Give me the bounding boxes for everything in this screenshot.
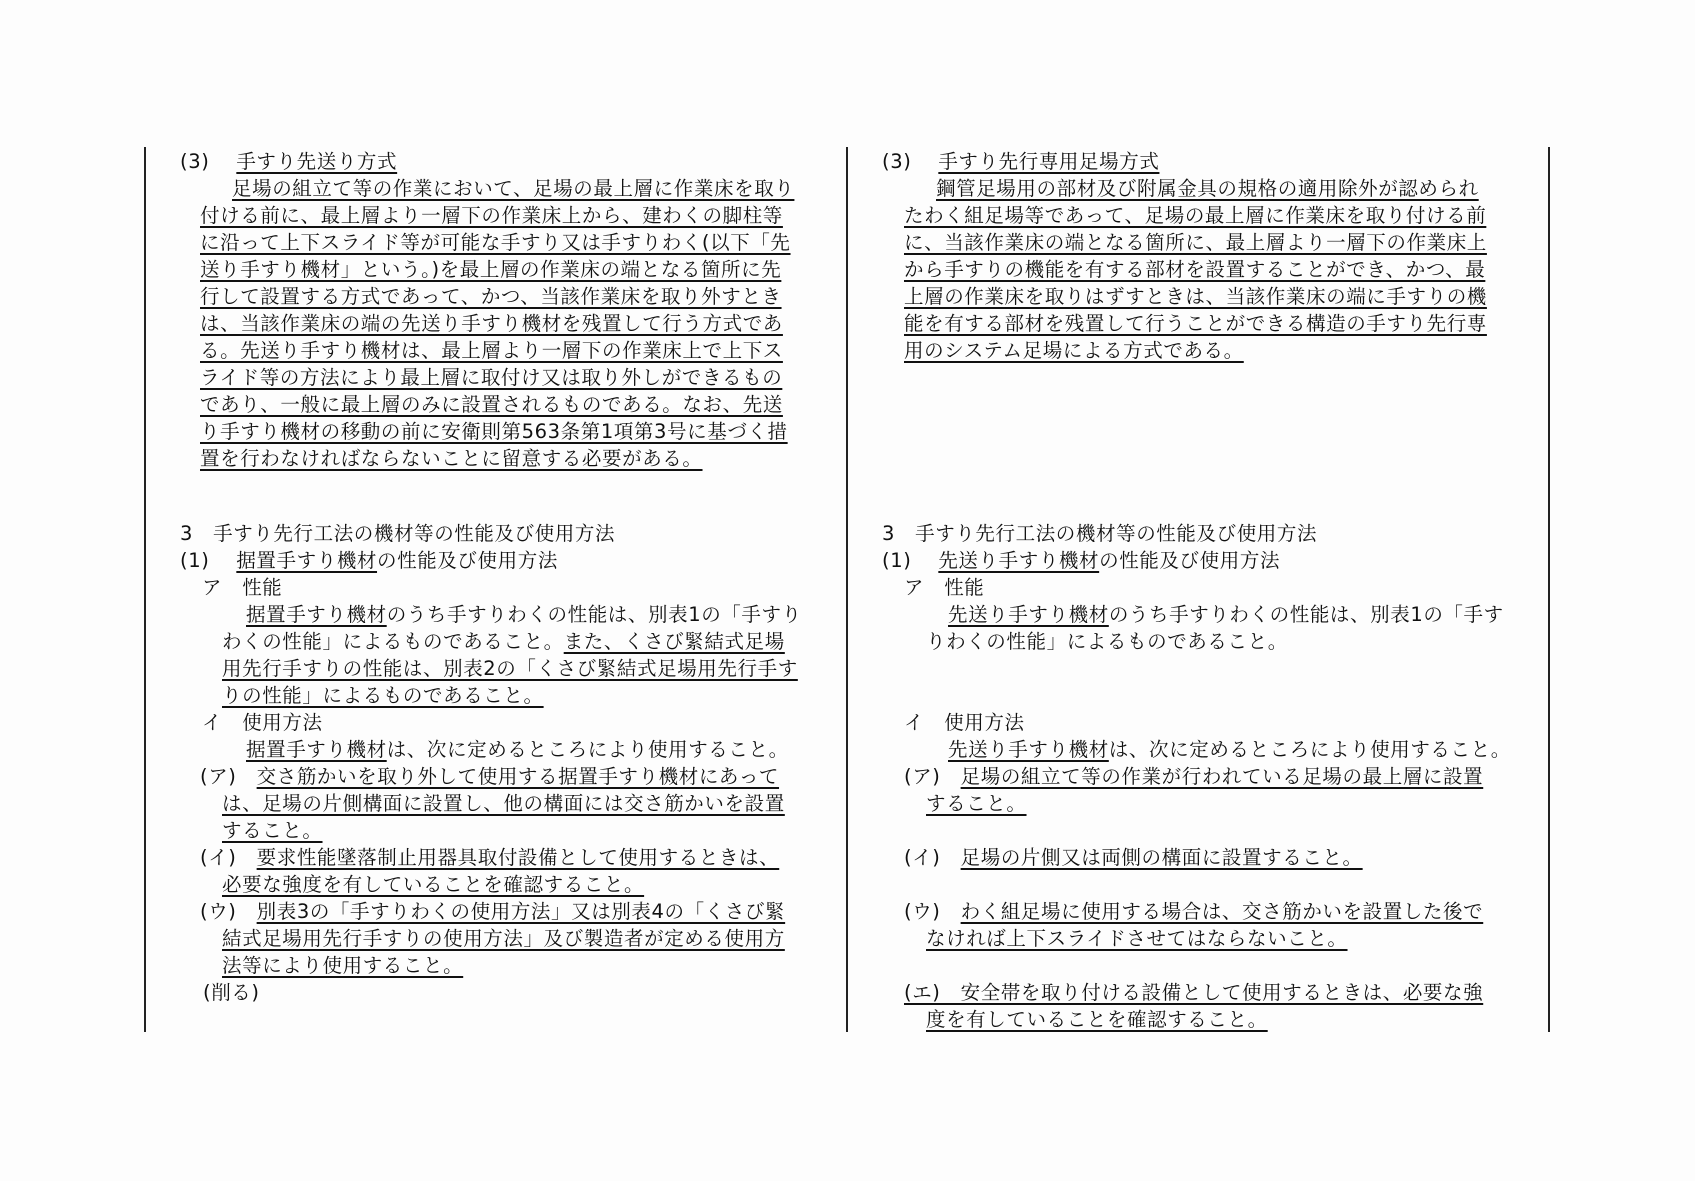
text-line [904,898,1483,925]
text-segment: のうち手すりわくの性能は、別表1の「手す [1108,603,1504,626]
text-segment: (イ) [200,846,257,869]
underlined-text-segment: 交さ筋かいを取り外して使用する据置手すり機材にあって [256,765,780,788]
text-line [948,601,1504,628]
underlined-text-segment: 足場の片側又は両側の構面に設置すること。 [960,846,1363,869]
text-line [904,844,1363,871]
underlined-text-segment: は、当該作業床の端の先送り手すり機材を残置して行う方式であ [200,312,783,335]
text-segment: (ア) [200,765,257,788]
underlined-text-segment: であり、一般に最上層のみに設置されるものである。なお、先送 [200,393,783,416]
underlined-text-segment: 別表3の「手すりわくの使用方法」又は別表4の「くさび緊 [256,900,786,923]
text-line [222,952,463,979]
text-line [926,925,1348,952]
underlined-text-segment: 据置手すり機材 [236,549,378,572]
text-segment: イ 使用方法 [904,711,1025,734]
text-segment: は、次に定めるところにより使用すること。 [1108,738,1511,761]
text-line [200,364,782,391]
text-line [180,547,558,574]
text-line [936,175,1479,202]
text-line [222,925,785,952]
text-line [222,682,544,709]
underlined-text-segment: 足場の組立て等の作業が行われている足場の最上層に設置 [960,765,1484,788]
underlined-text-segment: 手すり先行専用足場方式 [938,150,1160,173]
underlined-text-segment: り手すり機材の移動の前に安衛則第563条第1項第3号に基づく措 [200,420,788,443]
underlined-text-segment: 法等により使用すること。 [222,954,464,977]
underlined-text-segment: に、当該作業床の端となる箇所に、最上層より一層下の作業床上 [904,231,1487,254]
text-segment: ア 性能 [202,576,283,599]
text-line [904,763,1483,790]
text-line [904,574,984,601]
underlined-text-segment: 要求性能墜落制止用器具取付設備として使用するときは、 [256,846,780,869]
text-segment: (イ) [904,846,961,869]
text-line [180,520,615,547]
text-segment: (1) [882,549,939,572]
text-line [882,520,1317,547]
underlined-text-segment: すること。 [926,792,1027,815]
underlined-text-segment: 行して設置する方式であって、かつ、当該作業床を取り外すとき [200,285,782,308]
underlined-text-segment: 必要な強度を有していることを確認すること。 [222,873,645,896]
text-line [882,547,1280,574]
text-segment: りわくの性能」によるものであること。 [926,630,1288,653]
text-line [200,229,791,256]
text-segment: ア 性能 [904,576,985,599]
underlined-text-segment: 手すり先送り方式 [236,150,398,173]
text-segment: 3 手すり先行工法の機材等の性能及び使用方法 [882,522,1318,545]
underlined-text-segment: 鋼管足場用の部材及び附属金具の規格の適用除外が認められ [936,177,1479,200]
underlined-text-segment: 度を有していることを確認すること。 [926,1008,1268,1031]
text-line [200,391,783,418]
underlined-text-segment: に沿って上下スライド等が可能な手すり又は手すりわく(以下「先 [200,231,791,254]
text-line [222,790,785,817]
text-line [200,898,785,925]
underlined-text-segment: 送り手すり機材」という。)を最上層の作業床の端となる箇所に先 [200,258,782,281]
text-segment: (ウ) [904,900,961,923]
text-line [926,628,1288,655]
underlined-text-segment: 結式足場用先行手すりの使用方法」及び製造者が定める使用方 [222,927,785,950]
text-segment: の性能及び使用方法 [377,549,558,572]
text-line [200,256,781,283]
underlined-text-segment: 能を有する部材を残置して行うことができる構造の手すり先行専 [904,312,1487,335]
underlined-text-segment: わく組足場に使用する場合は、交さ筋かいを設置した後で [960,900,1484,923]
underlined-text-segment: 用先行手すりの性能は、別表2の「くさび緊結式足場用先行手す [222,657,798,680]
text-segment: わくの性能」によるものであること。 [222,630,564,653]
text-line [246,736,789,763]
underlined-text-segment: 据置手すり機材 [246,738,387,761]
text-line [246,601,802,628]
center-divider-line [846,147,848,1032]
underlined-text-segment: 先送り手すり機材 [948,603,1109,626]
underlined-text-segment: 用のシステム足場による方式である。 [904,339,1244,362]
text-line [200,310,783,337]
right-border-line [1548,147,1550,1032]
text-segment: (3) [882,150,939,173]
text-line [203,979,260,1006]
underlined-text-segment: (エ) 安全帯を取り付ける設備として使用するときは、必要な強 [904,981,1484,1004]
text-line [180,148,397,175]
underlined-text-segment: 足場の組立て等の作業において、足場の最上層に作業床を取り [232,177,795,200]
text-line [200,844,779,871]
text-line [904,310,1487,337]
text-segment: (ア) [904,765,961,788]
underlined-text-segment: は、足場の片側構面に設置し、他の構面には交さ筋かいを設置 [222,792,785,815]
underlined-text-segment: りの性能」によるものであること。 [222,684,544,707]
text-line [200,418,788,445]
text-line [904,202,1486,229]
text-segment: のうち手すりわくの性能は、別表1の「手すり [386,603,802,626]
text-line [200,337,783,364]
text-line [904,337,1244,364]
text-line [948,736,1511,763]
underlined-text-segment: なければ上下スライドさせてはならないこと。 [926,927,1348,950]
underlined-text-segment: 先送り手すり機材 [938,549,1100,572]
text-line [200,283,782,310]
underlined-text-segment: 付ける前に、最上層より一層下の作業床上から、建わくの脚柱等 [200,204,783,227]
text-segment: (3) [180,150,237,173]
text-segment: は、次に定めるところにより使用すること。 [386,738,789,761]
text-line [882,148,1159,175]
text-line [222,871,644,898]
underlined-text-segment: から手すりの機能を有する部材を設置することができ、かつ、最 [904,258,1486,281]
text-line [200,445,703,472]
text-line [222,817,323,844]
text-segment: (1) [180,549,237,572]
text-line [904,229,1487,256]
text-line [232,175,794,202]
underlined-text-segment: 置を行わなければならないことに留意する必要がある。 [200,447,703,470]
text-line [926,1006,1268,1033]
text-line [904,256,1485,283]
text-line [200,202,783,229]
text-line [200,763,779,790]
text-line [202,709,323,736]
underlined-text-segment: たわく組足場等であって、足場の最上層に作業床を取り付ける前 [904,204,1487,227]
underlined-text-segment: 据置手すり機材 [246,603,387,626]
left-border-line [144,147,146,1032]
text-line [904,979,1483,1006]
text-line [222,655,798,682]
underlined-text-segment: る。先送り手すり機材は、最上層より一層下の作業床上で上下ス [200,339,783,362]
text-segment: (ウ) [200,900,257,923]
text-segment: の性能及び使用方法 [1099,549,1281,572]
underlined-text-segment: ライド等の方法により最上層に取付け又は取り外しができるもの [200,366,783,389]
text-line [904,283,1487,310]
underlined-text-segment: すること。 [222,819,323,842]
text-line [222,628,785,655]
text-segment: 3 手すり先行工法の機材等の性能及び使用方法 [180,522,616,545]
underlined-text-segment: 上層の作業床を取りはずすときは、当該作業床の端に手すりの機 [904,285,1487,308]
underlined-text-segment: 先送り手すり機材 [948,738,1109,761]
text-segment: (削る) [203,981,260,1004]
text-segment: イ 使用方法 [202,711,323,734]
text-line [904,709,1025,736]
text-line [926,790,1027,817]
text-line [202,574,282,601]
underlined-text-segment: また、くさび緊結式足場 [563,630,785,653]
